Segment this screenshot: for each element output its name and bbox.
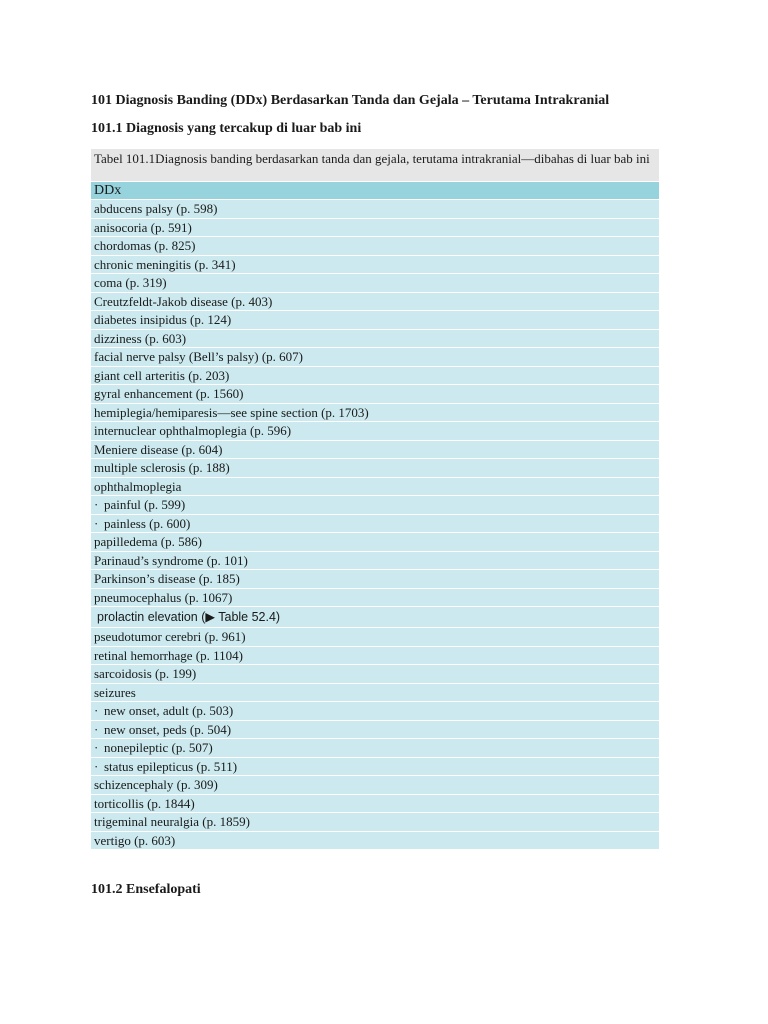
- table-row: [91, 459, 659, 478]
- table-row: [91, 832, 659, 851]
- table-row: [91, 684, 659, 703]
- table-row: [91, 795, 659, 814]
- table-row: [91, 256, 659, 275]
- table-row: [91, 589, 659, 608]
- row-text: Meniere disease (p. 604): [94, 441, 223, 457]
- bullet-marker: ·: [94, 515, 99, 531]
- table-row: [91, 219, 659, 238]
- row-text: chordomas (p. 825): [94, 238, 196, 253]
- table-row: [91, 330, 659, 349]
- bullet-marker: ·: [94, 740, 99, 755]
- table-row: [91, 533, 659, 552]
- table-row: [91, 813, 659, 832]
- row-text: new onset, adult (p. 503): [104, 703, 234, 718]
- bullet-marker: ·: [94, 758, 99, 774]
- table-row: [91, 237, 659, 256]
- table-row: [91, 404, 659, 423]
- table-row: [91, 293, 659, 312]
- bullet-marker: ·: [94, 497, 99, 512]
- table-row: [91, 776, 659, 795]
- table-row: [91, 702, 659, 721]
- row-text: giant cell arteritis (p. 203): [94, 367, 230, 383]
- row-text: seizures: [94, 684, 136, 700]
- row-text: gyral enhancement (p. 1560): [94, 386, 244, 401]
- page-title: 101 Diagnosis Banding (DDx) Berdasarkan Tanda dan Gejala – Terutama Intrakranial: [91, 93, 610, 108]
- table-row: [91, 758, 659, 777]
- table-row: [91, 496, 659, 515]
- row-text: nonepileptic (p. 507): [104, 740, 213, 755]
- row-text: painless (p. 600): [104, 515, 191, 531]
- table-row: [91, 552, 659, 571]
- row-text: papilledema (p. 586): [94, 534, 202, 549]
- row-text: painful (p. 599): [104, 497, 186, 512]
- row-text: Parkinson’s disease (p. 185): [94, 571, 240, 586]
- row-text: Creutzfeldt-Jakob disease (p. 403): [94, 293, 273, 309]
- ddx-table: [91, 149, 659, 850]
- table-row: [91, 367, 659, 386]
- row-text: vertigo (p. 603): [94, 832, 176, 848]
- table-row: [91, 665, 659, 684]
- row-text: sarcoidosis (p. 199): [94, 666, 197, 681]
- row-text: chronic meningitis (p. 341): [94, 256, 236, 272]
- table-row: [91, 274, 659, 293]
- row-text: facial nerve palsy (Bell’s palsy) (p. 607): [94, 349, 304, 364]
- row-text: schizencephaly (p. 309): [94, 777, 218, 792]
- row-text: Parinaud’s syndrome (p. 101): [94, 552, 248, 568]
- table-row: [91, 628, 659, 647]
- table-row: [91, 348, 659, 367]
- row-text: ophthalmoplegia: [94, 478, 182, 494]
- row-text: torticollis (p. 1844): [94, 795, 195, 811]
- row-text: status epilepticus (p. 511): [104, 758, 238, 774]
- row-text: prolactin elevation (▶ Table 52.4): [97, 610, 281, 624]
- table-row: [91, 515, 659, 534]
- table-row: [91, 607, 659, 628]
- row-text: anisocoria (p. 591): [94, 219, 192, 235]
- row-text: pneumocephalus (p. 1067): [94, 589, 233, 605]
- row-text: diabetes insipidus (p. 124): [94, 312, 232, 327]
- table-row: [91, 721, 659, 740]
- row-text: pseudotumor cerebri (p. 961): [94, 629, 246, 644]
- table-row: [91, 647, 659, 666]
- section-heading-101-1: 101.1 Diagnosis yang tercakup di luar bab ini: [91, 121, 362, 136]
- row-text: new onset, peds (p. 504): [104, 721, 232, 737]
- row-text: multiple sclerosis (p. 188): [94, 460, 230, 475]
- table-row: [91, 739, 659, 758]
- table-row: [91, 385, 659, 404]
- table-row: [91, 478, 659, 497]
- row-text: dizziness (p. 603): [94, 330, 187, 346]
- table-header-ddx: DDx: [91, 182, 659, 200]
- row-text: coma (p. 319): [94, 275, 167, 290]
- row-text: abducens palsy (p. 598): [94, 201, 218, 216]
- row-text: internuclear ophthalmoplegia (p. 596): [94, 423, 292, 438]
- table-caption: Tabel 101.1Diagnosis banding berdasarkan tanda dan gejala, terutama intrakranial—dibahas di luar bab ini: [91, 149, 659, 182]
- table-row: [91, 311, 659, 330]
- table-row: [91, 422, 659, 441]
- row-text: retinal hemorrhage (p. 1104): [94, 647, 243, 663]
- row-text: hemiplegia/hemiparesis—see spine section (p. 1703): [94, 404, 369, 420]
- bullet-marker: ·: [94, 721, 99, 737]
- bullet-marker: ·: [94, 703, 99, 718]
- table-body: [91, 200, 659, 850]
- section-heading-101-2: 101.2 Ensefalopati: [91, 882, 201, 897]
- table-row: [91, 570, 659, 589]
- table-row: [91, 441, 659, 460]
- table-row: [91, 200, 659, 219]
- row-text: trigeminal neuralgia (p. 1859): [94, 814, 250, 829]
